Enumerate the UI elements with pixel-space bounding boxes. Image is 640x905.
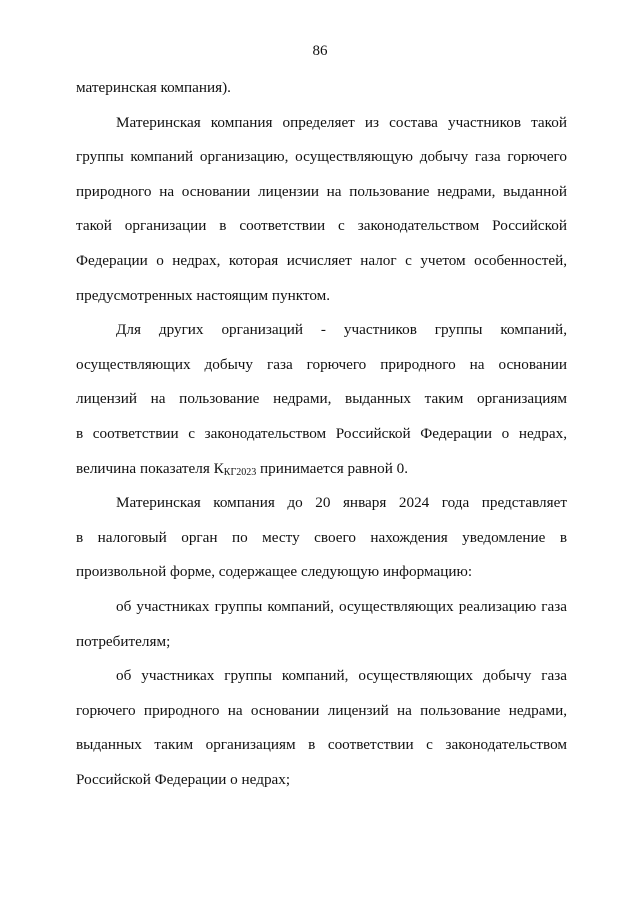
text-line: выданных таким организациям в соответствии с законодательством <box>76 736 567 754</box>
text-line: Федерации о недрах, которая исчисляет налог с учетом особенностей, <box>76 251 567 269</box>
text-line: такой организации в соответствии с законодательством Российской <box>76 217 567 235</box>
text-line: Материнская компания до 20 января 2024 года представляет <box>116 494 567 512</box>
text-line-with-subscript <box>76 452 567 487</box>
text-line: об участниках группы компаний, осуществляющих реализацию газа <box>116 597 567 615</box>
text-line: природного на основании лицензии на пользование недрами, выданной <box>76 182 567 200</box>
text-fragment: величина показателя К <box>76 459 224 477</box>
text-line: Российской Федерации о недрах; <box>76 770 291 788</box>
text-line: Материнская компания определяет из состава участников такой <box>116 113 567 131</box>
body-text <box>76 71 567 797</box>
text-line: лицензий на пользование недрами, выданных таким организациям <box>76 390 567 408</box>
text-line: осуществляющих добычу газа горючего природного на основании <box>76 355 567 373</box>
text-line: об участниках группы компаний, осуществляющих добычу газа <box>116 667 567 685</box>
text-line: в соответствии с законодательством Российской Федерации о недрах, <box>76 424 567 442</box>
text-line: группы компаний организацию, осуществляющую добычу газа горючего <box>76 148 567 166</box>
text-line: в налоговый орган по месту своего нахождения уведомление в <box>76 528 567 546</box>
text-line: произвольной форме, содержащее следующую информацию: <box>76 563 473 581</box>
text-fragment: принимается равной 0. <box>256 459 409 477</box>
text-line: потребителям; <box>76 632 171 650</box>
text-line: предусмотренных настоящим пунктом. <box>76 286 331 304</box>
text-line: горючего природного на основании лицензий на пользование недрами, <box>76 701 567 719</box>
text-line: Для других организаций - участников группы компаний, <box>116 321 567 339</box>
page-number: 86 <box>312 43 328 59</box>
subscript-kg2023: КГ2023 <box>223 466 257 478</box>
text-line: материнская компания). <box>76 79 231 96</box>
